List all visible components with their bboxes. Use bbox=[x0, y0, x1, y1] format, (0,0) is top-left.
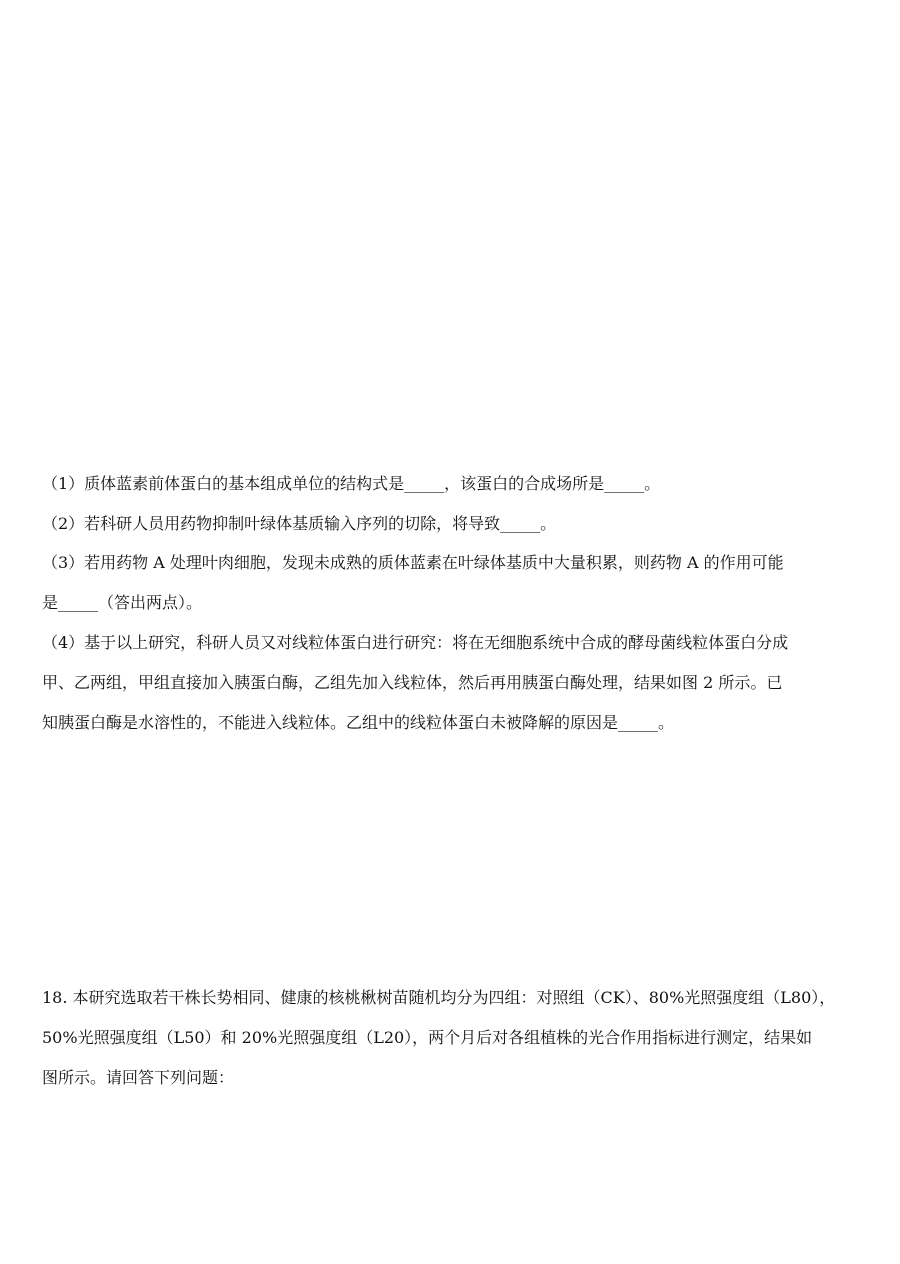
q17-part4-line: （4）基于以上研究，科研人员又对线粒体蛋白进行研究：将在无细胞系统中合成的酵母菌线粒体蛋白分成 bbox=[42, 633, 789, 652]
q17-part4-continuation-1: 甲、乙两组，甲组直接加入胰蛋白酶，乙组先加入线粒体，然后再用胰蛋白酶处理，结果如图 2 所示。已 bbox=[42, 673, 783, 692]
q18-line-1: 18. 本研究选取若干株长势相同、健康的核桃楸树苗随机均分为四组：对照组（CK）、80%光照强度组（L80）， bbox=[42, 988, 836, 1007]
q18-line-2: 50%光照强度组（L50）和 20%光照强度组（L20），两个月后对各组植株的光合作用指标进行测定，结果如 bbox=[42, 1028, 813, 1047]
q17-part4-continuation-2: 知胰蛋白酶是水溶性的，不能进入线粒体。乙组中的线粒体蛋白未被降解的原因是_____。 bbox=[42, 713, 675, 732]
q17-part2-line: （2）若科研人员用药物抑制叶绿体基质输入序列的切除，将导致_____。 bbox=[42, 514, 557, 533]
q18-line-3: 图所示。请回答下列问题： bbox=[42, 1068, 235, 1087]
q17-part3-line: （3）若用药物 A 处理叶肉细胞，发现未成熟的质体蓝素在叶绿体基质中大量积累，则药物 A 的作用可能 bbox=[42, 553, 784, 572]
q17-part1-line: （1）质体蓝素前体蛋白的基本组成单位的结构式是_____，该蛋白的合成场所是_____。 bbox=[42, 474, 661, 493]
q17-part3-continuation: 是_____（答出两点）。 bbox=[42, 593, 203, 612]
